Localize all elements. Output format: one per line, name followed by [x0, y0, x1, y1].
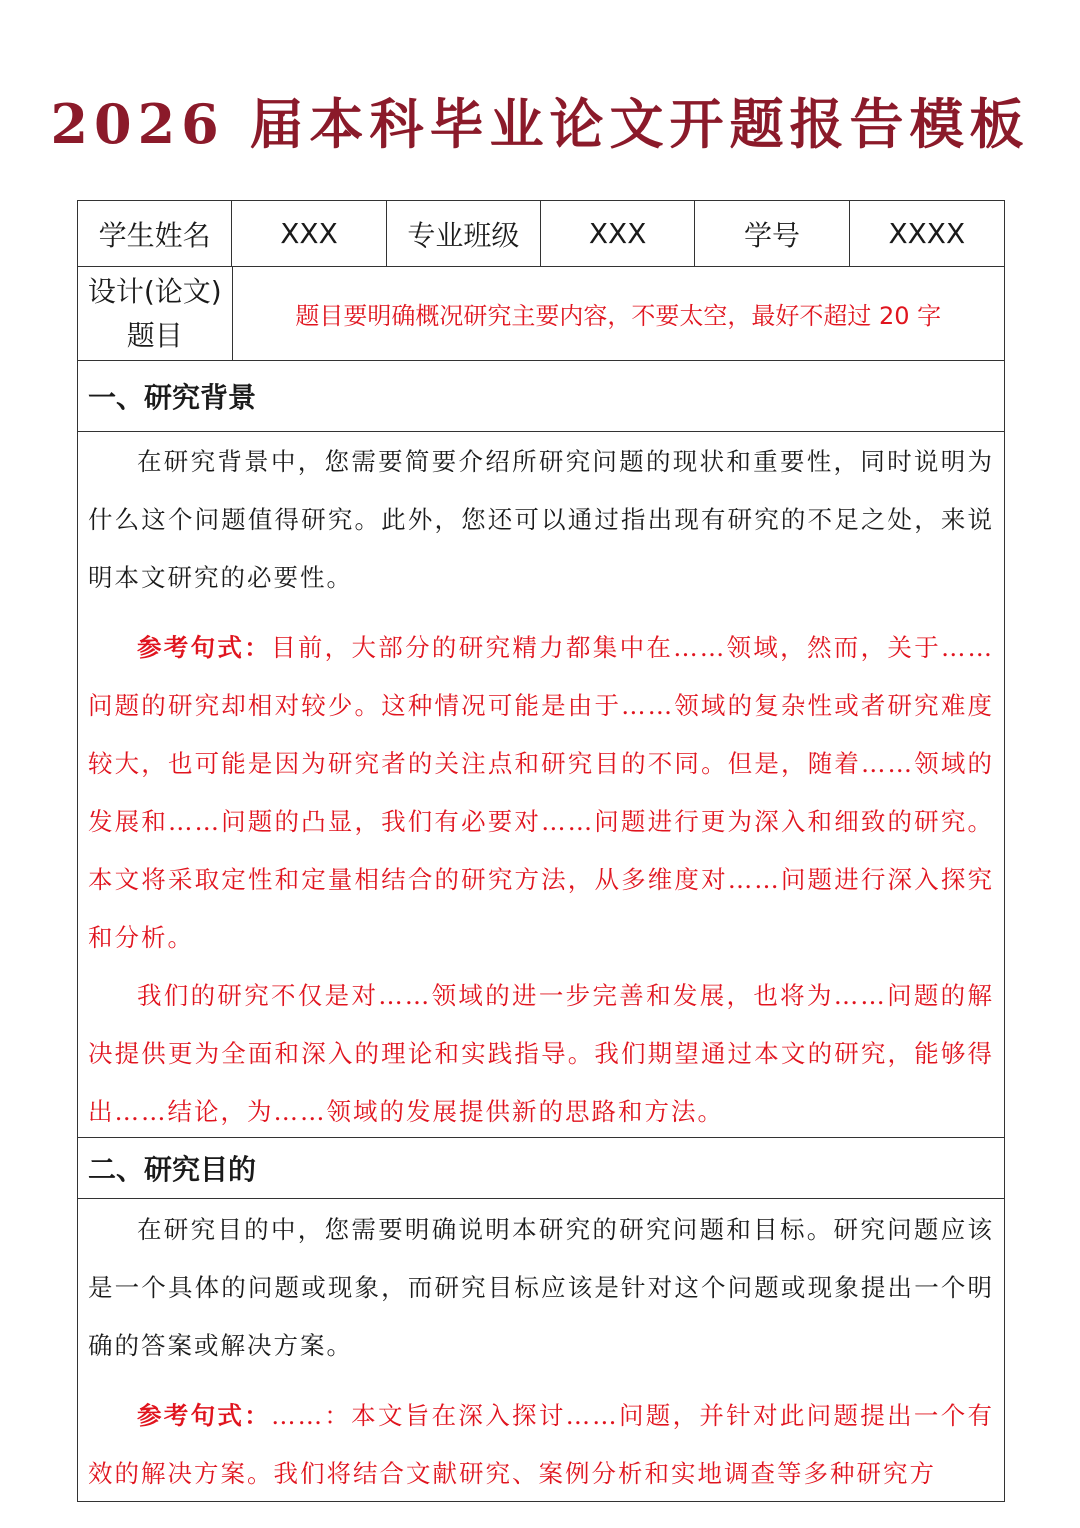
- section2-body: [78, 1201, 1004, 1503]
- section2-ref-text: ……：本文旨在深入探讨……问题，并针对此问题提出一个有效的解决方案。我们将结合文献研究、案例分析和实地调查等多种研究方: [88, 1401, 995, 1488]
- class-label: 专业班级: [387, 201, 541, 266]
- topic-row: [78, 267, 1004, 361]
- topic-label-line1: 设计(论文): [87, 274, 222, 308]
- section2-ref-lead: 参考句式：: [137, 1401, 272, 1430]
- info-row: [78, 201, 1004, 267]
- section1-heading: 一、研究背景: [78, 361, 1004, 432]
- section1-reference: [88, 619, 994, 967]
- section1-ref-lead: 参考句式：: [137, 633, 272, 662]
- student-id-label: 学号: [695, 201, 849, 266]
- topic-label: [78, 267, 233, 360]
- section2-intro: 在研究目的中，您需要明确说明本研究的研究问题和目标。研究问题应该是一个具体的问题或现象，而研究目标应该是针对这个问题或现象提出一个明确的答案或解决方案。: [88, 1215, 994, 1360]
- student-name-label: 学生姓名: [78, 201, 232, 266]
- student-id-value: XXXX: [888, 217, 966, 250]
- class-value: XXX: [541, 201, 695, 266]
- section1-body: [78, 433, 1004, 1141]
- section1-ref-text: 目前，大部分的研究精力都集中在……领域，然而，关于……问题的研究却相对较少。这种情况可能是由于……领域的复杂性或者研究难度较大，也可能是因为研究者的关注点和研究目的不同。但是，随着……领域的发展和……问题的凸显，我们有必要对……问题进行更为深入和细致的研究。本文将采取定性和定量相结合的研究方法，从多维度对……问题进行深入探究和分析。: [88, 633, 995, 952]
- topic-value: 题目要明确概况研究主要内容，不要太空，最好不超过 20 字: [295, 302, 942, 330]
- section2-heading: 二、研究目的: [78, 1137, 1004, 1199]
- section1-intro: 在研究背景中，您需要简要介绍所研究问题的现状和重要性，同时说明为什么这个问题值得研究。此外，您还可以通过指出现有研究的不足之处，来说明本文研究的必要性。: [88, 447, 994, 592]
- student-name-value: XXX: [232, 201, 386, 266]
- section2-reference: [88, 1387, 994, 1503]
- page-title: 2026 届本科毕业论文开题报告模板: [50, 92, 1030, 156]
- report-table: [77, 200, 1005, 1502]
- topic-label-line2: 题目: [126, 318, 183, 352]
- section1-reference-2: 我们的研究不仅是对……领域的进一步完善和发展，也将为……问题的解决提供更为全面和深入的理论和实践指导。我们期望通过本文的研究，能够得出……结论，为……领域的发展提供新的思路和方法。: [88, 981, 994, 1126]
